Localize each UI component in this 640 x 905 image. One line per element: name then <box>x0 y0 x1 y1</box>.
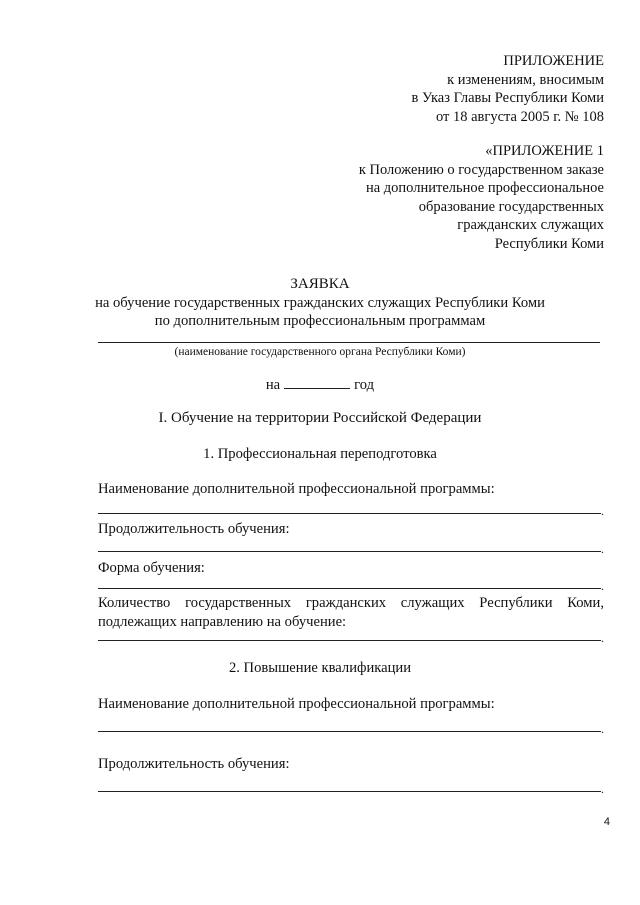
subsection-heading: 2. Повышение квалификации <box>228 660 412 676</box>
appendix1-header <box>359 142 604 254</box>
appendix1-header-line: гражданских служащих <box>457 217 604 234</box>
year-blank <box>284 376 350 389</box>
fill-line <box>98 791 601 792</box>
field-label-form: Форма обучения: <box>98 560 205 576</box>
appendix1-header-line: «ПРИЛОЖЕНИЕ 1 <box>485 143 604 159</box>
line-period: . <box>601 504 604 518</box>
organ-name-line <box>98 342 600 343</box>
year-suffix: год <box>354 377 375 393</box>
title-line-1: на обучение государственных гражданских служащих Республики Коми <box>95 295 545 311</box>
appendix-header-line: к изменениям, вносимым <box>447 71 604 88</box>
appendix1-header-line: к Положению о государственном заказе <box>358 161 604 178</box>
line-period: . <box>601 782 604 796</box>
title-line-2: по дополнительным профессиональным программам <box>154 313 486 329</box>
document-title: ЗАЯВКА <box>290 276 350 292</box>
appendix1-header-line: на дополнительное профессиональное <box>365 180 604 197</box>
field-label-count: Количество государственных гражданских служащих Республики Коми, подлежащих направлению на обучение: <box>98 595 604 630</box>
fill-line <box>98 588 601 589</box>
subsection-heading: 1. Профессиональная переподготовка <box>203 446 437 462</box>
page-number: 4 <box>603 816 610 828</box>
line-period: . <box>601 722 604 736</box>
fill-line <box>98 551 601 552</box>
fill-line <box>98 640 601 641</box>
field-label-program: Наименование дополнительной профессиональной программы: <box>98 696 495 712</box>
appendix-header-line: ПРИЛОЖЕНИЕ <box>503 53 604 69</box>
line-period: . <box>601 542 604 556</box>
line-period: . <box>601 579 604 593</box>
appendix-header <box>412 52 604 126</box>
fill-line <box>98 513 601 514</box>
field-label-duration: Продолжительность обучения: <box>98 756 290 772</box>
field-label-duration: Продолжительность обучения: <box>98 521 290 537</box>
appendix1-header-line: образование государственных <box>418 198 604 215</box>
field-label-program: Наименование дополнительной профессиональной программы: <box>98 481 495 497</box>
year-line <box>0 376 640 394</box>
fill-line <box>98 731 601 732</box>
appendix1-header-line: Республики Коми <box>494 235 604 252</box>
line-period: . <box>601 631 604 645</box>
year-prefix: на <box>265 377 281 393</box>
appendix-header-line: в Указ Главы Республики Коми <box>411 90 604 107</box>
organ-caption: (наименование государственного органа Республики Коми) <box>174 346 466 358</box>
appendix-header-line: от 18 августа 2005 г. № 108 <box>435 108 604 125</box>
section-heading: I. Обучение на территории Российской Федерации <box>158 410 482 426</box>
